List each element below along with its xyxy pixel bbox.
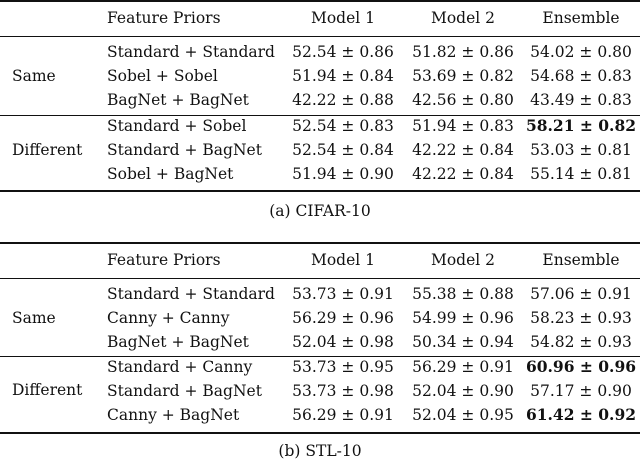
- row-priors: Standard + BagNet: [107, 141, 262, 159]
- row-model2: 52.04 ± 0.95: [412, 406, 514, 424]
- table-caption: (a) CIFAR-10: [269, 202, 371, 220]
- header-ensemble: Ensemble: [542, 9, 620, 27]
- row-ensemble: 57.06 ± 0.91: [530, 285, 632, 303]
- row-priors: Canny + Canny: [107, 309, 230, 327]
- row-model2: 53.69 ± 0.82: [412, 67, 514, 85]
- row-model2: 54.99 ± 0.96: [412, 309, 514, 327]
- row-model1: 51.94 ± 0.90: [292, 165, 394, 183]
- header-rule: [0, 36, 640, 37]
- row-ensemble: 55.14 ± 0.81: [530, 165, 632, 183]
- row-model1: 52.54 ± 0.86: [292, 43, 394, 61]
- row-model2: 42.22 ± 0.84: [412, 141, 514, 159]
- row-model2: 56.29 ± 0.91: [412, 358, 514, 376]
- row-priors: BagNet + BagNet: [107, 91, 249, 109]
- row-ensemble-best: 60.96 ± 0.96: [525, 357, 637, 376]
- row-model1: 53.73 ± 0.91: [292, 285, 394, 303]
- header-ensemble: Ensemble: [542, 251, 620, 269]
- header-feature-priors: Feature Priors: [107, 9, 221, 27]
- group-label-different: Different: [12, 381, 83, 399]
- group-label-same: Same: [12, 67, 56, 85]
- row-model1: 42.22 ± 0.88: [292, 91, 394, 109]
- row-ensemble: 53.03 ± 0.81: [530, 141, 632, 159]
- row-model2: 42.56 ± 0.80: [412, 91, 514, 109]
- row-ensemble: 54.82 ± 0.93: [530, 333, 632, 351]
- header-model-1: Model 1: [310, 251, 376, 269]
- row-ensemble: 54.68 ± 0.83: [530, 67, 632, 85]
- row-priors: Sobel + BagNet: [107, 165, 234, 183]
- header-model-2: Model 2: [430, 9, 496, 27]
- row-priors: Standard + Canny: [107, 358, 253, 376]
- row-model1: 53.73 ± 0.98: [292, 382, 394, 400]
- row-ensemble: 58.23 ± 0.93: [530, 309, 632, 327]
- row-model1: 52.54 ± 0.84: [292, 141, 394, 159]
- row-ensemble-best: 58.21 ± 0.82: [525, 116, 637, 135]
- row-priors: Standard + Standard: [107, 43, 275, 61]
- row-model2: 52.04 ± 0.90: [412, 382, 514, 400]
- row-model1: 52.54 ± 0.83: [292, 117, 394, 135]
- row-priors: Standard + Standard: [107, 285, 275, 303]
- row-model1: 56.29 ± 0.96: [292, 309, 394, 327]
- row-model1: 53.73 ± 0.95: [292, 358, 394, 376]
- group-label-different: Different: [12, 141, 83, 159]
- header-rule: [0, 278, 640, 279]
- row-model1: 52.04 ± 0.98: [292, 333, 394, 351]
- row-model2: 50.34 ± 0.94: [412, 333, 514, 351]
- top-rule: [0, 242, 640, 244]
- bottom-rule: [0, 190, 640, 192]
- table-caption: (b) STL-10: [278, 442, 362, 460]
- row-ensemble: 54.02 ± 0.80: [530, 43, 632, 61]
- row-model1: 51.94 ± 0.84: [292, 67, 394, 85]
- header-feature-priors: Feature Priors: [107, 251, 221, 269]
- row-ensemble-best: 61.42 ± 0.92: [525, 405, 637, 424]
- header-model-2: Model 2: [430, 251, 496, 269]
- row-ensemble: 43.49 ± 0.83: [530, 91, 632, 109]
- bottom-rule: [0, 432, 640, 434]
- row-priors: Sobel + Sobel: [107, 67, 218, 85]
- row-model1: 56.29 ± 0.91: [292, 406, 394, 424]
- row-ensemble: 57.17 ± 0.90: [530, 382, 632, 400]
- top-rule: [0, 0, 640, 2]
- row-model2: 51.94 ± 0.83: [412, 117, 514, 135]
- row-priors: Standard + Sobel: [107, 117, 247, 135]
- row-priors: Standard + BagNet: [107, 382, 262, 400]
- row-priors: Canny + BagNet: [107, 406, 240, 424]
- row-model2: 42.22 ± 0.84: [412, 165, 514, 183]
- header-model-1: Model 1: [310, 9, 376, 27]
- row-model2: 51.82 ± 0.86: [412, 43, 514, 61]
- group-label-same: Same: [12, 309, 56, 327]
- row-priors: BagNet + BagNet: [107, 333, 249, 351]
- row-model2: 55.38 ± 0.88: [412, 285, 514, 303]
